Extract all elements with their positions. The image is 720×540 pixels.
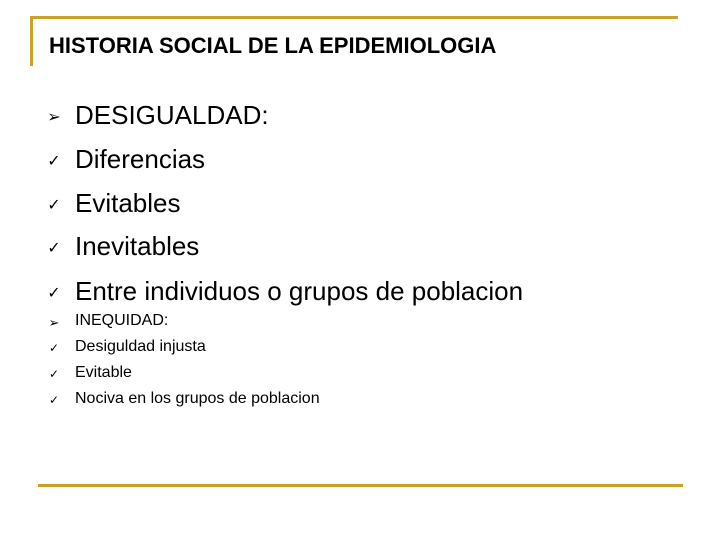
arrow-icon: ➢ [48,315,60,330]
frame-top-line [30,16,678,19]
list-item: INEQUIDAD: [75,312,169,329]
list-item: Desiguldad injusta [75,338,206,355]
frame-bottom-line [38,484,683,487]
check-icon: ✓ [48,341,60,355]
list-item: Diferencias [75,144,206,174]
arrow-icon: ➢ [47,109,61,126]
check-icon: ✓ [48,393,60,407]
check-icon: ✓ [47,285,61,302]
check-icon: ✓ [47,240,61,257]
check-icon: ✓ [48,367,60,381]
frame-left-line [30,16,33,66]
list-item: DESIGUALDAD: [75,100,269,130]
slide-title: HISTORIA SOCIAL DE LA EPIDEMIOLOGIA [49,33,497,58]
list-item: Nociva en los grupos de poblacion [75,390,320,407]
list-item: Evitable [75,364,132,381]
list-item: Evitables [75,188,181,218]
check-icon: ✓ [47,197,61,214]
list-item: Inevitables [75,231,200,261]
list-item: Entre individuos o grupos de poblacion [75,276,524,306]
check-icon: ✓ [47,153,61,170]
